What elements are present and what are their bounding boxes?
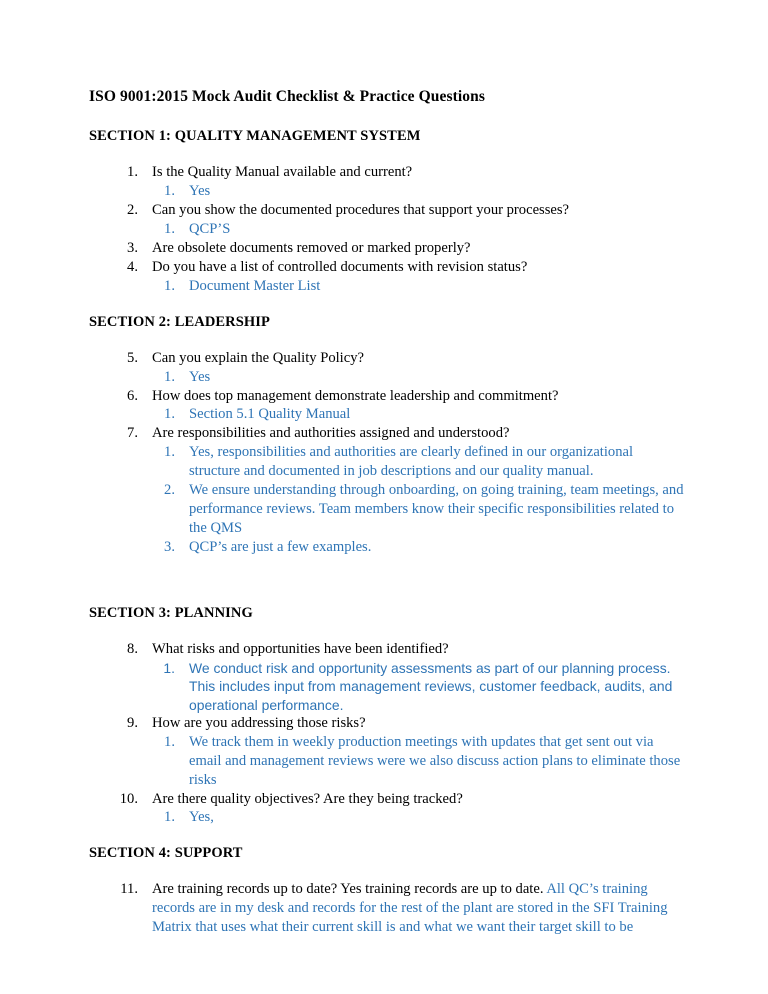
answer-text: Yes, responsibilities and authorities are clearly defined in our organizational structure and documented in job descriptions and our quality manual. (189, 444, 634, 480)
answer-text: Yes, (189, 809, 214, 826)
answer-item (160, 443, 686, 481)
answer-number: 3. (164, 538, 175, 555)
question-number: 11. (120, 881, 138, 898)
answer-item (160, 733, 686, 790)
answer-list (108, 182, 686, 201)
answer-text: QCP’S (189, 221, 231, 238)
answer-number: 1. (164, 809, 175, 826)
question-text-blue: All QC’s training records are in my desk and records for the rest of the plant are stored in the SFI Training Matrix that uses what their current skill is and what we want their target skill to be (152, 881, 668, 936)
question-text: How does top management demonstrate leadership and commitment? (152, 387, 559, 404)
question-item (108, 258, 686, 277)
page-title: ISO 9001:2015 Mock Audit Checklist & Practice Questions (89, 88, 485, 105)
answer-list (108, 220, 686, 239)
answer-number: 1. (164, 221, 175, 238)
answer-list (108, 277, 686, 296)
question-text: Can you show the documented procedures that support your processes? (152, 202, 570, 219)
answer-list (108, 659, 686, 714)
answer-text: Document Master List (189, 277, 321, 294)
question-text: Are responsibilities and authorities assigned and understood? (152, 425, 510, 442)
section-heading-3: SECTION 3: PLANNING (89, 604, 253, 621)
section-heading-1: SECTION 1: QUALITY MANAGEMENT SYSTEM (89, 128, 421, 145)
question-item (108, 640, 686, 659)
question-text: Is the Quality Manual available and current? (152, 164, 413, 181)
spacer (89, 296, 686, 314)
question-number: 9. (127, 714, 138, 731)
answer-item (160, 405, 686, 424)
question-item (108, 163, 686, 182)
answer-item (160, 368, 686, 387)
question-number: 5. (127, 349, 138, 366)
section-heading-2: SECTION 2: LEADERSHIP (89, 313, 270, 330)
answer-item (160, 808, 686, 827)
question-text: How are you addressing those risks? (152, 714, 366, 731)
answer-item (160, 220, 686, 239)
question-item (108, 424, 686, 443)
question-item (108, 790, 686, 809)
answer-item (160, 481, 686, 538)
answer-text: Yes (189, 183, 211, 200)
answer-list (108, 368, 686, 387)
answer-number: 1. (164, 444, 175, 461)
question-number: 10. (119, 790, 138, 807)
answer-text: Section 5.1 Quality Manual (189, 406, 351, 423)
question-number: 6. (127, 387, 138, 404)
answer-item (160, 659, 686, 714)
answer-text: We conduct risk and opportunity assessments as part of our planning process. This includes input from management reviews, customer feedback, audits, and operational performance. (189, 659, 673, 713)
answer-list (108, 733, 686, 790)
question-number: 1. (127, 164, 138, 181)
answer-item (160, 277, 686, 296)
answer-text: We ensure understanding through onboarding, on going training, team meetings, and performance reviews. Team members know their specific responsibilities related to the QMS (189, 481, 684, 536)
question-list-section-4 (108, 880, 686, 937)
spacer (89, 557, 686, 605)
question-item (108, 387, 686, 406)
question-list-section-2 (108, 349, 686, 557)
question-text: Are obsolete documents removed or marked properly? (152, 239, 471, 256)
answer-list (108, 443, 686, 556)
answer-number: 1. (163, 659, 175, 676)
answer-number: 1. (164, 368, 175, 385)
question-list-section-1 (108, 163, 686, 295)
question-text-black: Are training records up to date? Yes training records are up to date. (152, 881, 547, 898)
answer-number: 1. (164, 733, 175, 750)
answer-number: 1. (164, 183, 175, 200)
question-number: 2. (127, 202, 138, 219)
answer-list (108, 808, 686, 827)
question-text: Are there quality objectives? Are they being tracked? (152, 790, 463, 807)
answer-number: 1. (164, 406, 175, 423)
question-number: 8. (127, 640, 138, 657)
answer-item (160, 182, 686, 201)
answer-text: Yes (189, 368, 211, 385)
answer-item (160, 538, 686, 557)
question-text (152, 880, 686, 937)
question-text: What risks and opportunities have been identified? (152, 640, 449, 657)
answer-list (108, 405, 686, 424)
answer-text: QCP’s are just a few examples. (189, 538, 372, 555)
answer-number: 2. (164, 481, 175, 498)
section-heading-4: SECTION 4: SUPPORT (89, 845, 243, 862)
question-text: Can you explain the Quality Policy? (152, 349, 364, 366)
question-item (108, 880, 686, 937)
question-number: 3. (127, 239, 138, 256)
answer-number: 1. (164, 277, 175, 294)
question-number: 4. (127, 258, 138, 275)
question-number: 7. (127, 425, 138, 442)
spacer (89, 827, 686, 845)
question-item (108, 714, 686, 733)
question-item (108, 349, 686, 368)
question-item (108, 239, 686, 258)
question-list-section-3 (108, 640, 686, 828)
answer-text: We track them in weekly production meetings with updates that get sent out via email and management reviews were we also discuss action plans to eliminate those risks (189, 733, 681, 788)
question-text: Do you have a list of controlled documents with revision status? (152, 258, 528, 275)
question-item (108, 201, 686, 220)
